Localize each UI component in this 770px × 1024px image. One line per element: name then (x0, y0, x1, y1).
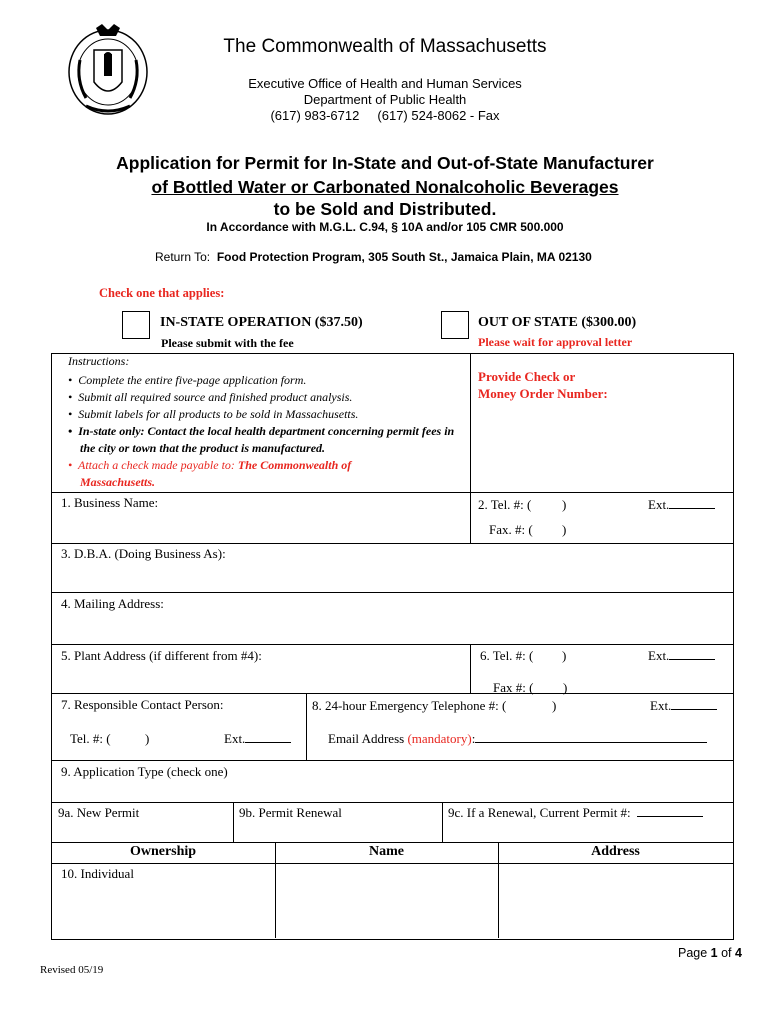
dba-label: 3. D.B.A. (Doing Business As): (61, 546, 226, 561)
ext6-field[interactable]: Ext. (648, 648, 715, 664)
instate-checkbox[interactable] (122, 311, 150, 339)
email-field[interactable]: Email Address (mandatory): (328, 731, 707, 747)
ownership-header: Ownership (129, 844, 197, 859)
permit-renewal-option[interactable]: 9b. Permit Renewal (239, 805, 342, 820)
tel6-paren: ) (562, 648, 567, 663)
fax6-paren: ) (563, 680, 568, 695)
tel7-paren: ) (145, 731, 150, 746)
outstate-checkbox[interactable] (441, 311, 469, 339)
payment-label: Provide Check or Money Order Number: (478, 369, 608, 401)
tel6-label: 6. Tel. #: ( (480, 648, 534, 663)
business-name-label: 1. Business Name: (61, 495, 159, 510)
instate-label: IN-STATE OPERATION ($37.50) (160, 315, 363, 330)
fax6-label: Fax #: ( (493, 680, 534, 695)
application-title-1: Application for Permit for In-State and Out-of-State Manufacturer (116, 153, 654, 173)
ext-emergency-field[interactable]: Ext. (650, 698, 717, 714)
instruction-item: • Submit all required source and finished product analysis. (68, 390, 353, 404)
instruction-item: • Attach a check made payable to: The Commonwealth of Massachusetts. (68, 458, 352, 489)
instructions-heading: Instructions: (68, 354, 130, 368)
office-line: Executive Office of Health and Human Services (248, 76, 522, 91)
address-header: Address (591, 844, 640, 859)
tel-label: 2. Tel. #: ( (478, 497, 532, 512)
ext7-field[interactable]: Ext. (224, 731, 291, 747)
new-permit-option[interactable]: 9a. New Permit (58, 805, 140, 820)
instate-note: Please submit with the fee (161, 336, 294, 350)
outstate-label: OUT OF STATE ($300.00) (478, 315, 637, 330)
individual-row-label: 10. Individual (61, 866, 134, 881)
department-line: Department of Public Health (303, 92, 467, 107)
tel7-label: Tel. #: ( (70, 731, 111, 746)
return-to: Return To: Food Protection Program, 305 South St., Jamaica Plain, MA 02130 (155, 250, 592, 264)
page-indicator: Page 1 of 4 (678, 946, 742, 960)
instruction-item: • Complete the entire five-page application form. (68, 373, 307, 387)
check-prompt: Check one that applies: (99, 286, 225, 300)
plant-address-label: 5. Plant Address (if different from #4): (61, 648, 262, 663)
ext-field[interactable]: Ext. (648, 497, 715, 513)
tel-paren: ) (562, 497, 567, 512)
contact-label: 7. Responsible Contact Person: (61, 697, 224, 712)
emergency-paren: ) (552, 698, 557, 713)
outstate-note: Please wait for approval letter (478, 335, 633, 349)
instruction-item: • Submit labels for all products to be sold in Massachusetts. (68, 407, 359, 421)
mailing-label: 4. Mailing Address: (61, 596, 164, 611)
phone-line: (617) 983-6712 (617) 524-8062 - Fax (270, 108, 500, 123)
accordance-line: In Accordance with M.G.L. C.94, § 10A and/or 105 CMR 500.000 (206, 220, 564, 234)
revised-date: Revised 05/19 (40, 964, 104, 976)
instruction-item: • In-state only: Contact the local health department concerning permit fees in the city or town that the product is manufactured. (68, 424, 455, 455)
application-type-label: 9. Application Type (check one) (61, 764, 228, 779)
commonwealth-title: The Commonwealth of Massachusetts (223, 36, 547, 57)
fax-label: Fax. #: ( (489, 522, 533, 537)
emergency-label: 8. 24-hour Emergency Telephone #: ( (312, 698, 507, 713)
application-title-3: to be Sold and Distributed. (273, 199, 497, 219)
application-title-2: of Bottled Water or Carbonated Nonalcoholic Beverages (151, 177, 619, 197)
name-header: Name (369, 844, 404, 859)
current-permit-field[interactable]: 9c. If a Renewal, Current Permit #: (448, 805, 703, 821)
fax-paren: ) (562, 522, 567, 537)
instructions-list (68, 372, 468, 491)
